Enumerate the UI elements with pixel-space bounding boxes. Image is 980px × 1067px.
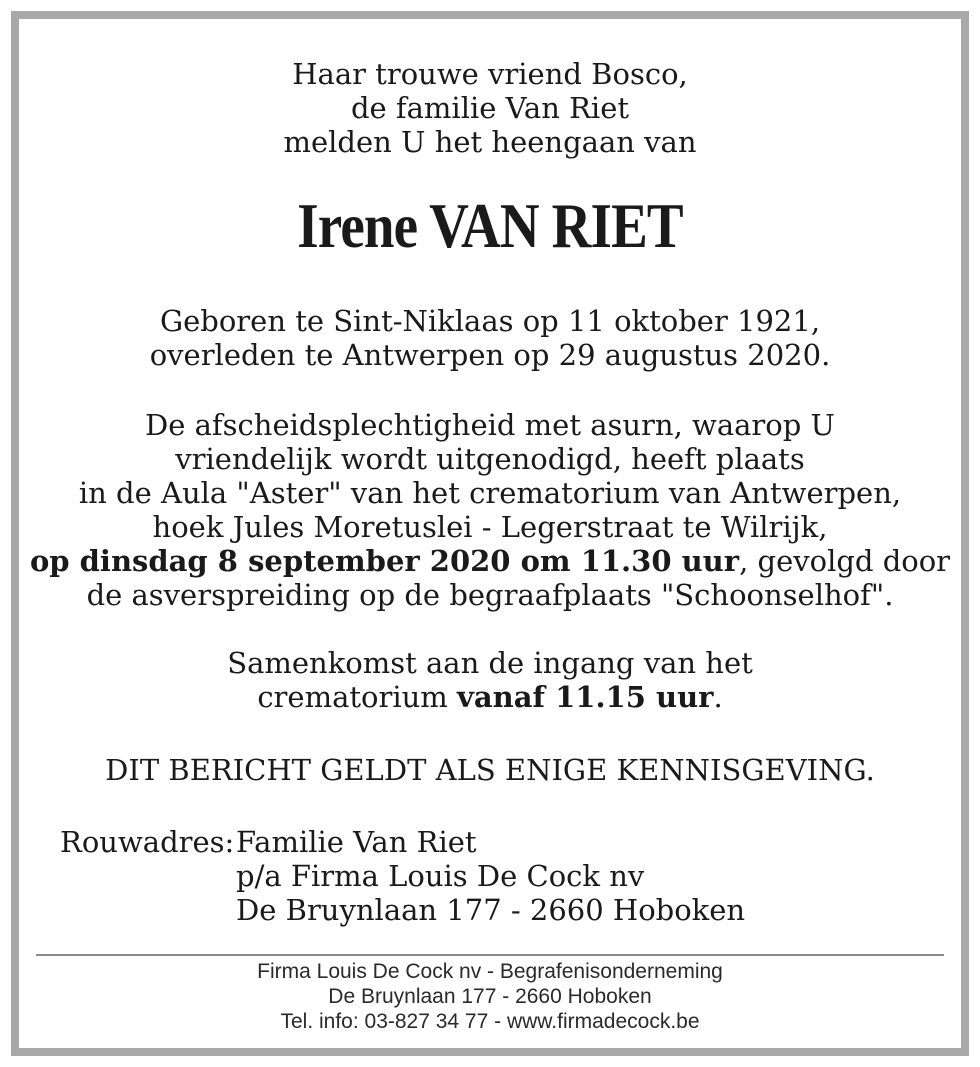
meeting-prefix: crematorium	[257, 680, 458, 714]
mourning-address-line-1: Familie Van Riet	[236, 825, 477, 859]
footer-line-1: Firma Louis De Cock nv - Begrafenisonderneming	[257, 960, 723, 983]
obituary-content	[19, 19, 961, 1048]
meeting-time-bold: vanaf 11.15 uur	[457, 680, 714, 714]
mourning-address-line-2: p/a Firma Louis De Cock nv	[236, 859, 645, 893]
footer-line-3: Tel. info: 03-827 34 77 - www.firmadecock.be	[280, 1010, 700, 1033]
intro-line-2: de familie Van Riet	[350, 91, 630, 125]
ceremony-line-6: de asverspreiding op de begraafplaats "Schoonselhof".	[86, 578, 894, 612]
ceremony-line-3: in de Aula "Aster" van het crematorium van Antwerpen,	[78, 476, 902, 510]
ceremony-date-rest: , gevolgd door	[739, 544, 951, 578]
deceased-name: Irene VAN RIET	[297, 190, 683, 261]
ceremony-date-line	[19, 544, 961, 578]
ceremony-line-4: hoek Jules Moretuslei - Legerstraat te Wilrijk,	[152, 510, 828, 544]
death-line: overleden te Antwerpen op 29 augustus 2020.	[149, 338, 831, 372]
ceremony-date-bold: op dinsdag 8 september 2020 om 11.30 uur	[29, 544, 740, 578]
footer-line-2: De Bruynlaan 177 - 2660 Hoboken	[328, 985, 652, 1008]
footer-divider	[36, 954, 944, 956]
ceremony-line-1: De afscheidsplechtigheid met asurn, waarop U	[145, 408, 835, 442]
mourning-address-label: Rouwadres:	[60, 825, 235, 859]
mourning-address-line-3: De Bruynlaan 177 - 2660 Hoboken	[236, 893, 746, 927]
intro-line-1: Haar trouwe vriend Bosco,	[292, 57, 688, 91]
meeting-line-2	[19, 680, 961, 714]
meeting-line-1: Samenkomst aan de ingang van het	[227, 646, 753, 680]
intro-line-3: melden U het heengaan van	[283, 125, 697, 159]
meeting-suffix: .	[713, 680, 723, 714]
ceremony-line-2: vriendelijk wordt uitgenodigd, heeft plaats	[175, 442, 805, 476]
birth-line: Geboren te Sint-Niklaas op 11 oktober 1921,	[159, 304, 821, 338]
obituary-frame	[11, 11, 969, 1056]
notice-line: DIT BERICHT GELDT ALS ENIGE KENNISGEVING.	[105, 753, 875, 787]
